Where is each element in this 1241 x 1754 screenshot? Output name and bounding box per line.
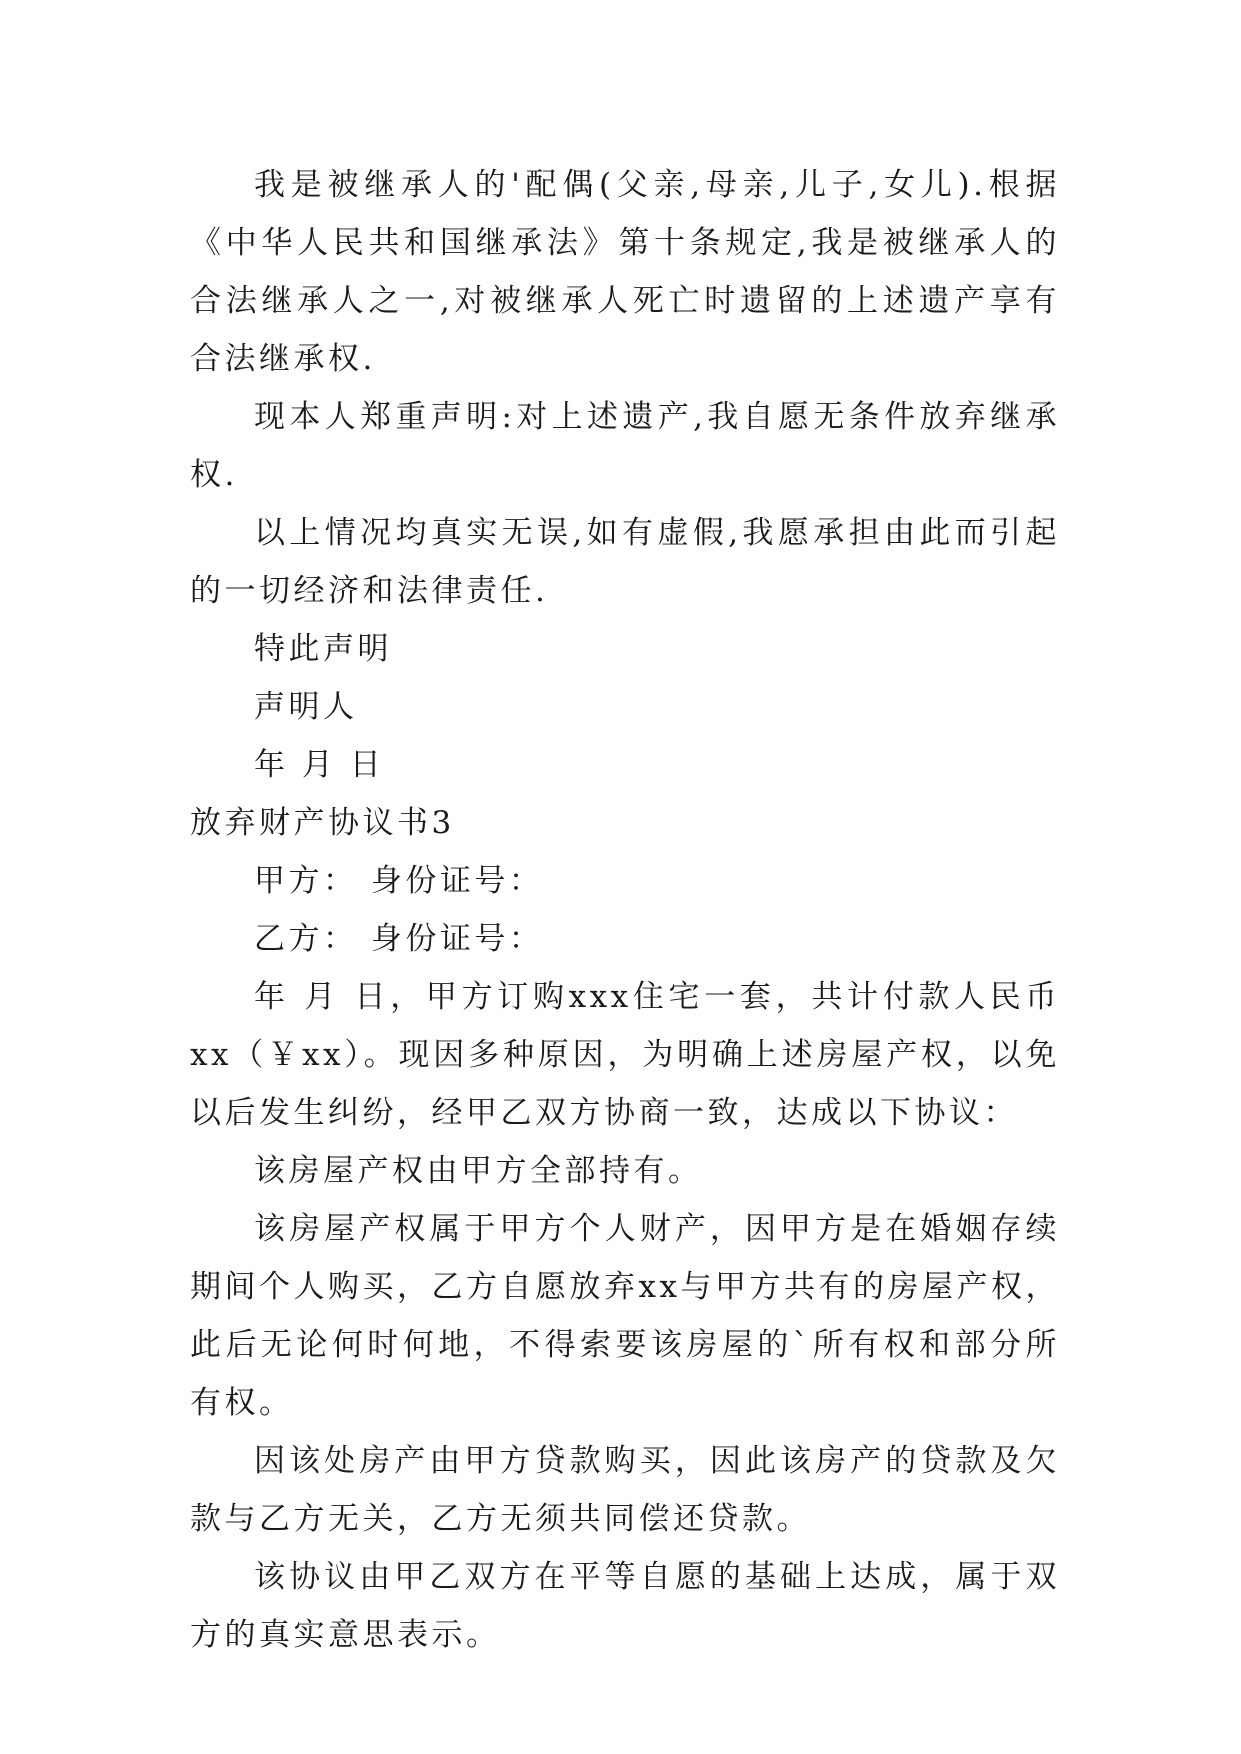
paragraph-hereby-declare: 特此声明 bbox=[254, 631, 392, 667]
paragraph-declarant: 声明人 bbox=[254, 689, 358, 725]
paragraph-purchase: 年 月 日，甲方订购xxx住宅一套，共计付款人民币xx（￥xx）。现因多种原因，为明确上述房屋产权，以免以后发生纠纷，经甲乙双方协商一致，达成以下协议： bbox=[190, 979, 1060, 1131]
paragraph-clause-1: 该房屋产权由甲方全部持有。 bbox=[254, 1153, 703, 1189]
paragraph-declaration: 现本人郑重声明:对上述遗产,我自愿无条件放弃继承权. bbox=[190, 399, 1060, 493]
document-body bbox=[190, 156, 1060, 1664]
paragraph-clause-3: 因该处房产由甲方贷款购买，因此该房产的贷款及欠款与乙方无关，乙方无须共同偿还贷款。 bbox=[190, 1443, 1060, 1537]
paragraph-party-b: 乙方： 身份证号： bbox=[254, 921, 544, 957]
paragraph-party-a: 甲方： 身份证号： bbox=[254, 863, 544, 899]
section-title: 放弃财产协议书3 bbox=[190, 805, 455, 841]
paragraph-liability: 以上情况均真实无误,如有虚假,我愿承担由此而引起的一切经济和法律责任. bbox=[190, 515, 1060, 609]
paragraph-date: 年 月 日 bbox=[254, 747, 385, 783]
paragraph-clause-2: 该房屋产权属于甲方个人财产，因甲方是在婚姻存续期间个人购买，乙方自愿放弃xx与甲方共有的房屋产权，此后无论何时何地，不得索要该房屋的`所有权和部分所有权。 bbox=[190, 1211, 1060, 1421]
paragraph-inheritance-basis: 我是被继承人的'配偶(父亲,母亲,儿子,女儿).根据《中华人民共和国继承法》第十条规定,我是被继承人的合法继承人之一,对被继承人死亡时遗留的上述遗产享有合法继承权. bbox=[190, 167, 1060, 377]
paragraph-clause-4: 该协议由甲乙双方在平等自愿的基础上达成，属于双方的真实意思表示。 bbox=[190, 1559, 1060, 1653]
